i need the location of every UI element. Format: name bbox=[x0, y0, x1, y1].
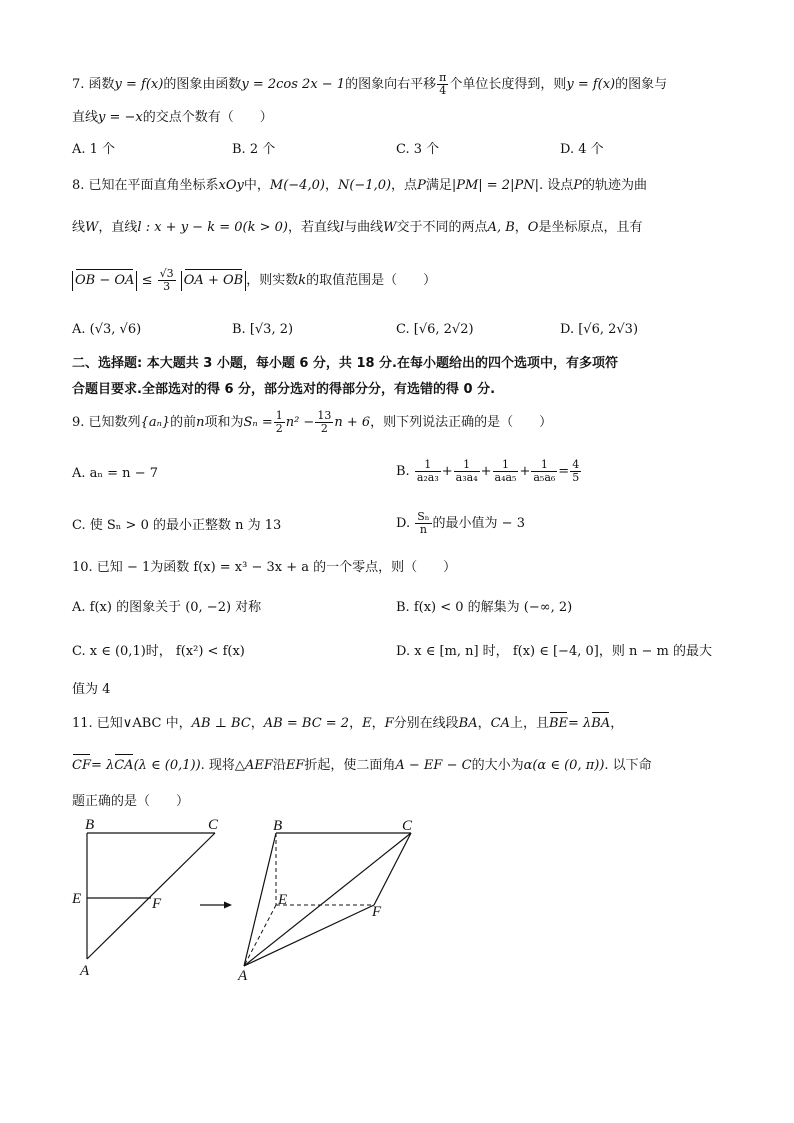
q8-text: ，则实数 bbox=[246, 273, 299, 288]
q7-text: 7. 函数 bbox=[72, 77, 115, 92]
q8-math: W bbox=[85, 220, 99, 235]
q8-line-1 bbox=[72, 176, 732, 196]
q8-line-2 bbox=[72, 218, 732, 238]
q7-text: 的图象由函数 bbox=[163, 77, 242, 92]
q11-math: AB ⊥ BC bbox=[191, 716, 251, 731]
q8-text: 线 bbox=[72, 220, 86, 235]
q11-text: 11. 已知∨ABC 中， bbox=[72, 716, 192, 731]
label-e-left: E bbox=[72, 891, 82, 907]
q11-vector: CF bbox=[72, 756, 91, 776]
q8-math: xOy bbox=[218, 178, 244, 193]
q11-line-1 bbox=[72, 714, 732, 734]
q9-option-c: C. 使 Sₙ > 0 的最小正整数 n 为 13 bbox=[72, 518, 282, 533]
q8-text: ，点 bbox=[391, 178, 418, 193]
q8-math: l bbox=[339, 220, 345, 235]
q8-math: P bbox=[573, 178, 582, 193]
q9-math: = bbox=[558, 464, 570, 479]
q8-text: . 设点 bbox=[538, 178, 574, 193]
q7-text: 的图象向右平移 bbox=[345, 77, 437, 92]
label-b-right: B bbox=[273, 818, 283, 834]
q9-text: ，则下列说法正确的是（ ） bbox=[370, 415, 553, 430]
q8-option-c: C. [√6, 2√2) bbox=[396, 322, 474, 337]
q8-text: 中， bbox=[243, 178, 270, 193]
q9-fraction: $\frac{1}{\text{a₃a₄}}$ bbox=[455, 458, 478, 484]
q8-math: P bbox=[417, 178, 426, 193]
q11-math: = λ bbox=[90, 758, 115, 773]
q11-math: BA bbox=[458, 716, 478, 731]
q7-math: y = −x bbox=[98, 110, 143, 125]
q7-math: y = 2cos 2x − 1 bbox=[241, 77, 346, 92]
q11-text: ， bbox=[477, 716, 491, 731]
q7-option-c: C. 3 个 bbox=[396, 142, 440, 157]
q11-text: 的大小为 bbox=[471, 758, 524, 773]
q11-text: 分别在线段 bbox=[393, 716, 459, 731]
figure-right-folded bbox=[237, 818, 413, 984]
q9-fraction: $\frac{4}{5}$ bbox=[572, 458, 580, 484]
q7-text: 的交点个数有（ ） bbox=[142, 110, 273, 125]
q9-text: D. bbox=[396, 516, 411, 531]
q8-text: ， bbox=[324, 178, 338, 193]
edge-ca-right bbox=[244, 833, 411, 966]
q8-text: 的轨迹为曲 bbox=[581, 178, 647, 193]
q9-math: {aₙ} bbox=[140, 415, 171, 430]
q8-text: ，若直线 bbox=[287, 220, 340, 235]
q8-option-d: D. [√6, 2√3) bbox=[560, 322, 639, 337]
edge-ba-right bbox=[244, 833, 276, 966]
edge-cf-right bbox=[374, 833, 411, 905]
q9-math: Sₙ = bbox=[243, 415, 273, 430]
q7-text: 个单位长度得到，则 bbox=[449, 77, 567, 92]
q9-text: 9. 已知数列 bbox=[72, 415, 141, 430]
q9-fraction: $\frac{\text{Sₙ}}{n}$ bbox=[417, 510, 430, 536]
q11-vector: BA bbox=[591, 714, 610, 734]
figure-left-triangle bbox=[71, 817, 219, 979]
q10-option-b: B. f(x) < 0 的解集为 (−∞, 2) bbox=[396, 600, 573, 615]
q8-text: 的取值范围是（ ） bbox=[306, 273, 437, 288]
q10-option-d: D. x ∈ [m, n] 时， f(x) ∈ [−4, 0]，则 n − m 的最大 bbox=[396, 644, 712, 659]
q11-math: (λ ∈ (0,1)) bbox=[133, 758, 201, 773]
q7-option-a: A. 1 个 bbox=[72, 142, 116, 157]
q8-text: 与曲线 bbox=[344, 220, 384, 235]
q8-line-3 bbox=[72, 268, 732, 293]
q11-figure bbox=[60, 812, 440, 992]
section-2-heading-cont: 合题目要求.全部选对的得 6 分，部分选对的得部分分，有选错的得 0 分. bbox=[72, 382, 496, 397]
q8-text: ，直线 bbox=[98, 220, 138, 235]
q11-text: ， bbox=[250, 716, 264, 731]
q8-math: N(−1,0) bbox=[337, 178, 392, 193]
q9-text: B. bbox=[396, 464, 410, 479]
q9-math: + bbox=[480, 464, 492, 479]
q8-abs-left bbox=[72, 271, 137, 291]
q8-text: ， bbox=[514, 220, 528, 235]
label-a-right: A bbox=[238, 968, 248, 984]
q9-fraction: $\frac{1}{\text{a₂a₃}}$ bbox=[416, 458, 439, 484]
q9-math: + bbox=[519, 464, 531, 479]
q10-stem: 10. 已知 − 1为函数 f(x) = x³ − 3x + a 的一个零点，则（ ） bbox=[72, 560, 457, 575]
q9-stem bbox=[72, 410, 732, 435]
label-b-left: B bbox=[85, 817, 95, 833]
q7-line-1 bbox=[72, 72, 732, 97]
q9-fraction: $\frac{13}{2}$ bbox=[317, 409, 332, 435]
q7-option-b: B. 2 个 bbox=[232, 142, 276, 157]
q11-math: = λ bbox=[568, 716, 592, 731]
section-2-heading: 二、选择题: 本大题共 3 小题，每小题 6 分，共 18 分.在每小题给出的四个选项中，有多项符 bbox=[72, 356, 619, 371]
q11-text: ， bbox=[371, 716, 385, 731]
q9-text: 项和为 bbox=[204, 415, 244, 430]
q8-text: 是坐标原点，且有 bbox=[538, 220, 643, 235]
q11-text: . 以下命 bbox=[604, 758, 652, 773]
q11-math: F bbox=[384, 716, 394, 731]
arrow-icon bbox=[200, 902, 232, 909]
q8-text: 8. 已知在平面直角坐标系 bbox=[72, 178, 219, 193]
q7-fraction: $\frac{\pi}{4}$ bbox=[439, 71, 447, 97]
q11-vector: BE bbox=[549, 714, 568, 734]
q9-text: 的最小值为 − 3 bbox=[432, 516, 525, 531]
q9-math: + bbox=[441, 464, 453, 479]
label-a-left: A bbox=[80, 963, 90, 979]
q8-math: W bbox=[383, 220, 397, 235]
q11-math: AB = BC = 2 bbox=[263, 716, 350, 731]
q7-line-2 bbox=[72, 108, 732, 128]
q9-option-a: A. aₙ = n − 7 bbox=[72, 466, 158, 481]
q11-vector: CA bbox=[114, 756, 133, 776]
q10-option-c: C. x ∈ (0,1)时， f(x²) < f(x) bbox=[72, 644, 245, 659]
q11-text: 沿 bbox=[272, 758, 286, 773]
q9-option-d bbox=[396, 508, 525, 540]
q7-math: y = f(x) bbox=[566, 77, 616, 92]
q7-option-d: D. 4 个 bbox=[560, 142, 604, 157]
label-e-right: E bbox=[278, 892, 288, 908]
q7-text: 的图象与 bbox=[615, 77, 668, 92]
q11-math: CA bbox=[490, 716, 510, 731]
q9-fraction: $\frac{1}{\text{a₄a₅}}$ bbox=[494, 458, 517, 484]
q11-math: AEF bbox=[244, 758, 273, 773]
q8-text: 满足 bbox=[425, 178, 452, 193]
q11-math: A − EF − C bbox=[395, 758, 472, 773]
q9-fraction: $\frac{1}{2}$ bbox=[275, 409, 283, 435]
q9-math: n + 6 bbox=[334, 415, 371, 430]
label-f-left: F bbox=[152, 896, 162, 912]
q8-math: ≤ bbox=[141, 273, 153, 288]
q9-math: n bbox=[196, 415, 205, 430]
q8-math: k bbox=[298, 273, 307, 288]
q11-math: EF bbox=[285, 758, 305, 773]
edge-ca-left bbox=[87, 833, 215, 959]
q8-math: A, B bbox=[487, 220, 515, 235]
q11-text: ， bbox=[349, 716, 363, 731]
q8-option-a: A. (√3, √6) bbox=[72, 322, 142, 337]
q8-math: l : x + y − k = 0(k > 0) bbox=[137, 220, 288, 235]
label-c-left: C bbox=[208, 817, 219, 833]
q11-line-3: 题正确的是（ ） bbox=[72, 794, 190, 809]
label-f-right: F bbox=[372, 904, 382, 920]
q10-option-d-cont: 值为 4 bbox=[72, 682, 111, 697]
q8-option-b: B. [√3, 2) bbox=[232, 322, 294, 337]
q8-math: M(−4,0) bbox=[269, 178, 325, 193]
q8-vector: OA + OB bbox=[184, 271, 243, 291]
q9-option-b bbox=[396, 456, 582, 488]
q7-math: y = f(x) bbox=[114, 77, 164, 92]
q11-math: E bbox=[362, 716, 372, 731]
q11-math: α(α ∈ (0, π)) bbox=[523, 758, 605, 773]
q10-option-a: A. f(x) 的图象关于 (0, −2) 对称 bbox=[72, 600, 262, 615]
q11-text: 折起，使二面角 bbox=[304, 758, 396, 773]
q11-text: ， bbox=[610, 716, 624, 731]
label-c-right: C bbox=[402, 818, 413, 834]
q9-math: n² − bbox=[285, 415, 315, 430]
q8-text: 交于不同的两点 bbox=[396, 220, 488, 235]
q8-math: O bbox=[527, 220, 539, 235]
q9-text: 的前 bbox=[170, 415, 197, 430]
q8-fraction: $\frac{√3}{3}$ bbox=[159, 267, 174, 293]
q8-abs-right bbox=[181, 271, 246, 291]
q7-text: 直线 bbox=[72, 110, 99, 125]
q11-line-2 bbox=[72, 756, 732, 776]
q11-text: . 现将△ bbox=[200, 758, 245, 773]
edge-ea-right bbox=[244, 905, 276, 966]
q11-text: 上，且 bbox=[509, 716, 549, 731]
q9-fraction: $\frac{1}{\text{a₅a₆}}$ bbox=[533, 458, 556, 484]
q8-math: |PM| = 2|PN| bbox=[451, 178, 539, 193]
q8-vector: OB − OA bbox=[75, 271, 134, 291]
